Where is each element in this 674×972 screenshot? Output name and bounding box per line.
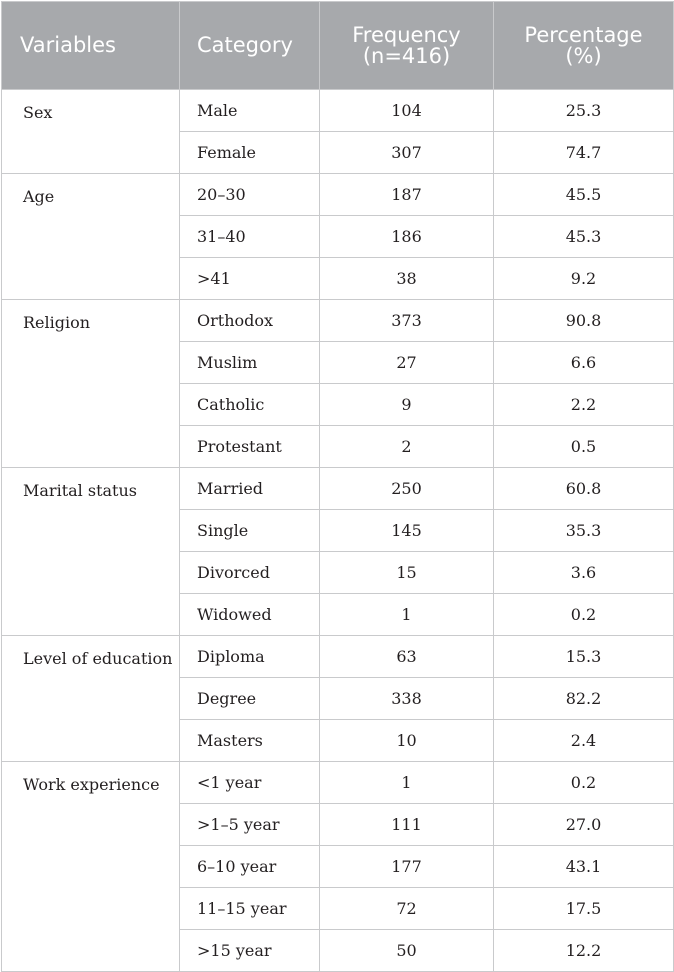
percentage-cell: 43.1 <box>494 846 674 888</box>
category-cell: Diploma <box>180 636 320 678</box>
frequency-cell: 307 <box>320 132 494 174</box>
percentage-cell: 2.2 <box>494 384 674 426</box>
variable-cell: Religion <box>2 300 180 468</box>
percentage-cell: 35.3 <box>494 510 674 552</box>
table-header <box>2 2 674 90</box>
frequency-cell: 50 <box>320 930 494 972</box>
frequency-cell: 104 <box>320 90 494 132</box>
table-row <box>2 300 674 342</box>
frequency-cell: 1 <box>320 594 494 636</box>
category-cell: Degree <box>180 678 320 720</box>
frequency-cell: 63 <box>320 636 494 678</box>
percentage-cell: 15.3 <box>494 636 674 678</box>
category-cell: 6–10 year <box>180 846 320 888</box>
frequency-cell: 177 <box>320 846 494 888</box>
percentage-cell: 45.3 <box>494 216 674 258</box>
percentage-cell: 74.7 <box>494 132 674 174</box>
frequency-cell: 38 <box>320 258 494 300</box>
header-category <box>180 2 320 90</box>
percentage-cell: 0.2 <box>494 762 674 804</box>
frequency-cell: 9 <box>320 384 494 426</box>
header-row <box>2 2 674 90</box>
frequency-cell: 250 <box>320 468 494 510</box>
category-cell: Divorced <box>180 552 320 594</box>
percentage-cell: 0.2 <box>494 594 674 636</box>
frequency-cell: 111 <box>320 804 494 846</box>
percentage-cell: 9.2 <box>494 258 674 300</box>
frequency-cell: 2 <box>320 426 494 468</box>
category-cell: >15 year <box>180 930 320 972</box>
frequency-cell: 186 <box>320 216 494 258</box>
header-variables <box>2 2 180 90</box>
variable-cell: Level of education <box>2 636 180 762</box>
category-cell: >1–5 year <box>180 804 320 846</box>
frequency-cell: 373 <box>320 300 494 342</box>
variable-cell: Marital status <box>2 468 180 636</box>
percentage-cell: 17.5 <box>494 888 674 930</box>
category-cell: Orthodox <box>180 300 320 342</box>
table-row <box>2 468 674 510</box>
category-cell: Male <box>180 90 320 132</box>
frequency-cell: 1 <box>320 762 494 804</box>
table-row <box>2 174 674 216</box>
frequency-cell: 15 <box>320 552 494 594</box>
table-row <box>2 90 674 132</box>
frequency-cell: 338 <box>320 678 494 720</box>
table-body <box>2 90 674 972</box>
frequency-cell: 72 <box>320 888 494 930</box>
percentage-cell: 12.2 <box>494 930 674 972</box>
category-cell: Protestant <box>180 426 320 468</box>
category-cell: >41 <box>180 258 320 300</box>
percentage-cell: 3.6 <box>494 552 674 594</box>
header-variables-label: Variables <box>20 33 116 57</box>
percentage-cell: 60.8 <box>494 468 674 510</box>
frequency-cell: 187 <box>320 174 494 216</box>
category-cell: Married <box>180 468 320 510</box>
category-cell: Muslim <box>180 342 320 384</box>
header-percentage-label: Percentage <box>524 22 643 47</box>
category-cell: <1 year <box>180 762 320 804</box>
percentage-cell: 6.6 <box>494 342 674 384</box>
header-percentage-unit: (%) <box>565 43 602 68</box>
percentage-cell: 45.5 <box>494 174 674 216</box>
header-percentage <box>494 2 674 90</box>
category-cell: Catholic <box>180 384 320 426</box>
table-row <box>2 636 674 678</box>
variable-cell: Work experience <box>2 762 180 972</box>
percentage-cell: 27.0 <box>494 804 674 846</box>
category-cell: Single <box>180 510 320 552</box>
header-frequency <box>320 2 494 90</box>
variable-cell: Sex <box>2 90 180 174</box>
frequency-cell: 145 <box>320 510 494 552</box>
percentage-cell: 25.3 <box>494 90 674 132</box>
demographics-table <box>1 1 674 972</box>
variable-cell: Age <box>2 174 180 300</box>
category-cell: Masters <box>180 720 320 762</box>
category-cell: 20–30 <box>180 174 320 216</box>
percentage-cell: 82.2 <box>494 678 674 720</box>
category-cell: 11–15 year <box>180 888 320 930</box>
header-category-label: Category <box>197 33 293 57</box>
category-cell: Female <box>180 132 320 174</box>
category-cell: Widowed <box>180 594 320 636</box>
table-row <box>2 762 674 804</box>
percentage-cell: 90.8 <box>494 300 674 342</box>
percentage-cell: 0.5 <box>494 426 674 468</box>
frequency-cell: 27 <box>320 342 494 384</box>
header-frequency-n: (n=416) <box>362 43 451 68</box>
percentage-cell: 2.4 <box>494 720 674 762</box>
category-cell: 31–40 <box>180 216 320 258</box>
frequency-cell: 10 <box>320 720 494 762</box>
header-frequency-label: Frequency <box>352 22 461 47</box>
